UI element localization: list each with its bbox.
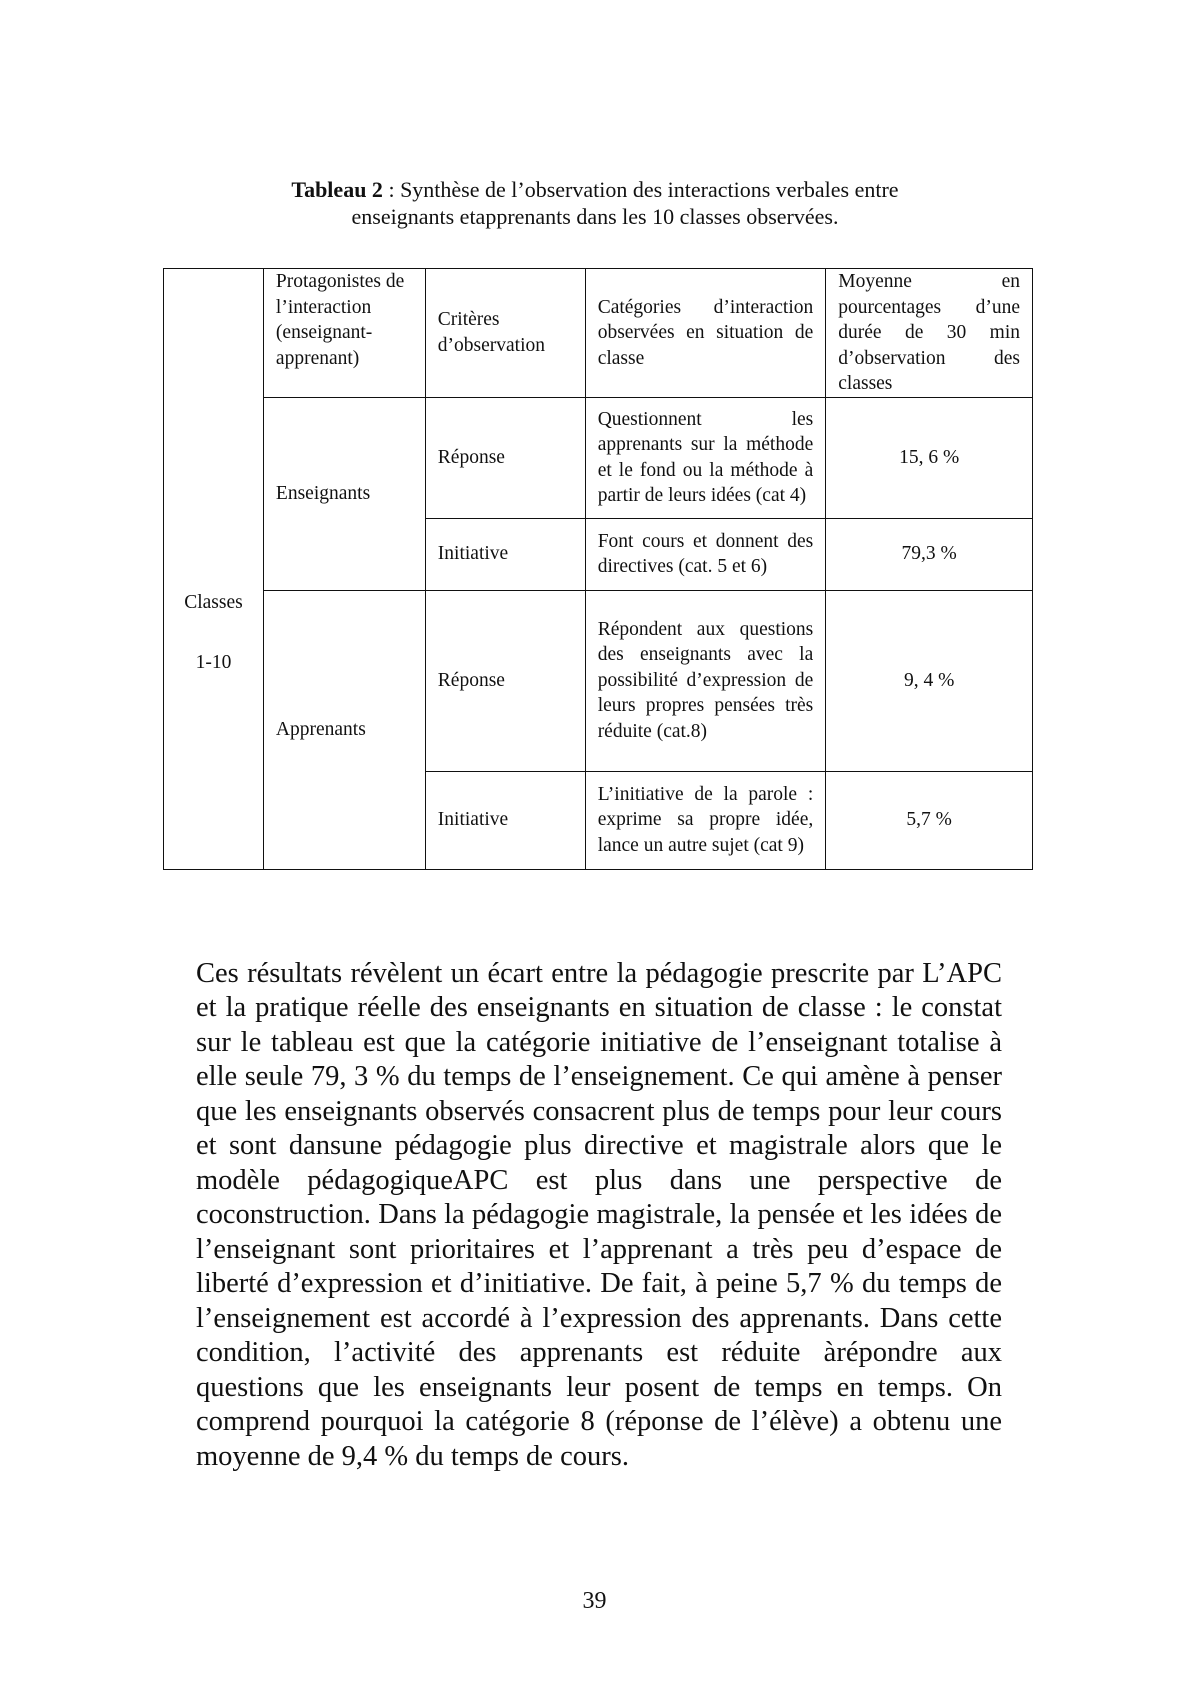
table-row [164,397,1033,518]
header-criteria: Critères d’observation [425,269,585,398]
header-empty-cell [164,269,264,398]
table-row [164,590,1033,771]
caption-separator: : [382,177,401,202]
protagonist-cell-apprenants: Apprenants [263,590,425,869]
body-paragraph: Ces résultats révèlent un écart entre la pédagogie prescrite par L’APC et la pratique réelle des enseignants en situation de classe : le constat sur le tableau est que la catégorie initiative de l’enseignant totalise à elle seule 79, 3 % du temps de l’enseignement. Ce qui amène à penser que les enseignants observés consacrent plus de temps pour leur cours et sont dansune pédagogie plus directive et magistrale alors que le modèle pédagogiqueAPC est plus dans une perspective de coconstruction. Dans la pédagogie magistrale, la pensée et les idées de l’enseignant sont prioritaires et l’apprenant a très peu d’espace de liberté d’expression et d’initiative. De fait, à peine 5,7 % du temps de l’enseignement est accordé à l’expression des apprenants. Dans cette condition, l’activité des apprenants est réduite àrépondre aux questions que les enseignants leur posent de temps en temps. On comprend pourquoi la catégorie 8 (réponse de l’élève) a obtenu une moyenne de 9,4 % du temps de cours. [196,957,1002,1472]
category-cell: Répondent aux questions des enseignants avec la possibilité d’expression de leurs propres pensées très réduite (cat.8) [585,590,826,771]
caption-line2: enseignants etapprenants dans les 10 classes observées. [351,204,839,229]
average-cell: 5,7 % [826,771,1033,869]
table-caption [160,176,1030,230]
header-categories: Catégories d’interaction observées en situation de classe [585,269,826,398]
category-cell: L’initiative de la parole : exprime sa propre idée, lance un autre sujet (cat 9) [585,771,826,869]
criterion-cell: Initiative [425,518,585,590]
criterion-cell: Initiative [425,771,585,869]
average-cell: 9, 4 % [826,590,1033,771]
synthesis-table [163,268,1033,870]
caption-label: Tableau 2 [291,177,383,202]
header-protagonists: Protagonistes de l’interaction (enseignant-apprenant) [263,269,425,398]
criterion-cell: Réponse [425,590,585,771]
classes-cell [164,397,264,869]
protagonist-cell-enseignants: Enseignants [263,397,425,590]
caption-line1: Synthèse de l’observation des interactions verbales entre [400,177,899,202]
header-average: Moyenne en pourcentages d’une durée de 30 min d’observation des classes [826,269,1033,398]
table-header-row [164,269,1033,398]
average-cell: 79,3 % [826,518,1033,590]
page-number: 39 [582,1588,607,1614]
classes-range: 1-10 [195,651,232,673]
classes-label: Classes [184,592,243,614]
category-cell: Font cours et donnent des directives (cat. 5 et 6) [585,518,826,590]
category-cell: Questionnent les apprenants sur la méthode et le fond ou la méthode à partir de leurs idées (cat 4) [585,397,826,518]
criterion-cell: Réponse [425,397,585,518]
average-cell: 15, 6 % [826,397,1033,518]
